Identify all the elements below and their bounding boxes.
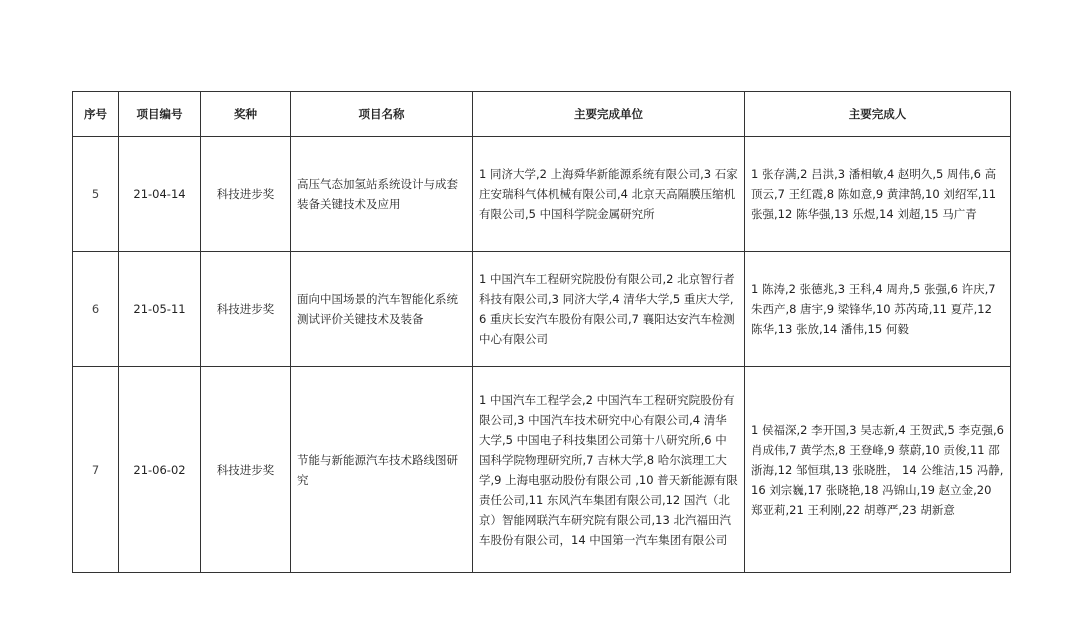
row-people [745, 137, 1011, 252]
row-units-text: 1 中国汽车工程学会,2 中国汽车工程研究院股份有限公司,3 中国汽车技术研究中心有限公司,4 清华大学,5 中国电子科技集团公司第十八研究所,6 中国科学院物理研究所,7 吉林大学,8 哈尔滨理工大学,9 上海电驱动股份有限公司 ,10 普天新能源有限责任公司,11 东风汽车集团有限公司,12 国汽（北京）智能网联汽车研究院有限公司,13 北汽福田汽车股份有限公司，14 中国第一汽车集团有限公司 [479, 392, 738, 547]
row-index: 6 [73, 252, 119, 367]
row-people [745, 252, 1011, 367]
header-row [73, 92, 1011, 137]
table-row [73, 252, 1011, 367]
header-index: 序号 [73, 92, 119, 137]
row-award: 科技进步奖 [201, 252, 291, 367]
table-row [73, 367, 1011, 573]
row-units-text: 1 同济大学,2 上海舜华新能源系统有限公司,3 石家庄安瑞科气体机械有限公司,4 北京天高隔膜压缩机有限公司,5 中国科学院金属研究所 [479, 167, 738, 221]
row-units [473, 137, 745, 252]
row-project-name-text: 面向中国场景的汽车智能化系统测试评价关键技术及装备 [297, 292, 458, 326]
award-table [72, 91, 1011, 573]
row-units [473, 252, 745, 367]
header-units: 主要完成单位 [473, 92, 745, 137]
row-index: 7 [73, 367, 119, 573]
row-index: 5 [73, 137, 119, 252]
row-people-text: 1 张存满,2 吕洪,3 潘相敏,4 赵明久,5 周伟,6 高顶云,7 王红霞,8 陈如意,9 黄津鹄,10 刘绍军,11 张强,12 陈华强,13 乐煜,14 刘超,15 马广青 [751, 167, 997, 221]
row-code: 21-05-11 [119, 252, 201, 367]
row-project-name [291, 367, 473, 573]
row-units [473, 367, 745, 573]
row-people [745, 367, 1011, 573]
row-code: 21-04-14 [119, 137, 201, 252]
header-project-name: 项目名称 [291, 92, 473, 137]
table-row [73, 137, 1011, 252]
row-project-name [291, 137, 473, 252]
row-project-name-text: 节能与新能源汽车技术路线图研究 [297, 452, 458, 487]
header-people: 主要完成人 [745, 92, 1011, 137]
row-units-text: 1 中国汽车工程研究院股份有限公司,2 北京智行者科技有限公司,3 同济大学,4 清华大学,5 重庆大学,6 重庆长安汽车股份有限公司,7 襄阳达安汽车检测中心有限公司 [479, 272, 735, 346]
row-people-text: 1 陈涛,2 张德兆,3 王科,4 周舟,5 张强,6 许庆,7 朱西产,8 唐宇,9 梁锋华,10 苏芮琦,11 夏芹,12 陈华,13 张放,14 潘伟,15 何毅 [751, 282, 996, 336]
row-award: 科技进步奖 [201, 367, 291, 573]
row-code: 21-06-02 [119, 367, 201, 573]
header-project-code: 项目编号 [119, 92, 201, 137]
row-project-name [291, 252, 473, 367]
row-award: 科技进步奖 [201, 137, 291, 252]
row-people-text: 1 侯福深,2 李开国,3 吴志新,4 王贺武,5 李克强,6 肖成伟,7 黄学杰,8 王登峰,9 蔡蔚,10 贡俊,11 邵浙海,12 邹恒琪,13 张晓胜， 14 公维洁,15 冯静,16 刘宗巍,17 张晓艳,18 冯锦山,19 赵立金,20 郑亚莉,21 王利刚,22 胡尊严,23 胡新意 [751, 422, 1004, 517]
row-project-name-text: 高压气态加氢站系统设计与成套装备关键技术及应用 [297, 177, 458, 211]
header-award-type: 奖种 [201, 92, 291, 137]
